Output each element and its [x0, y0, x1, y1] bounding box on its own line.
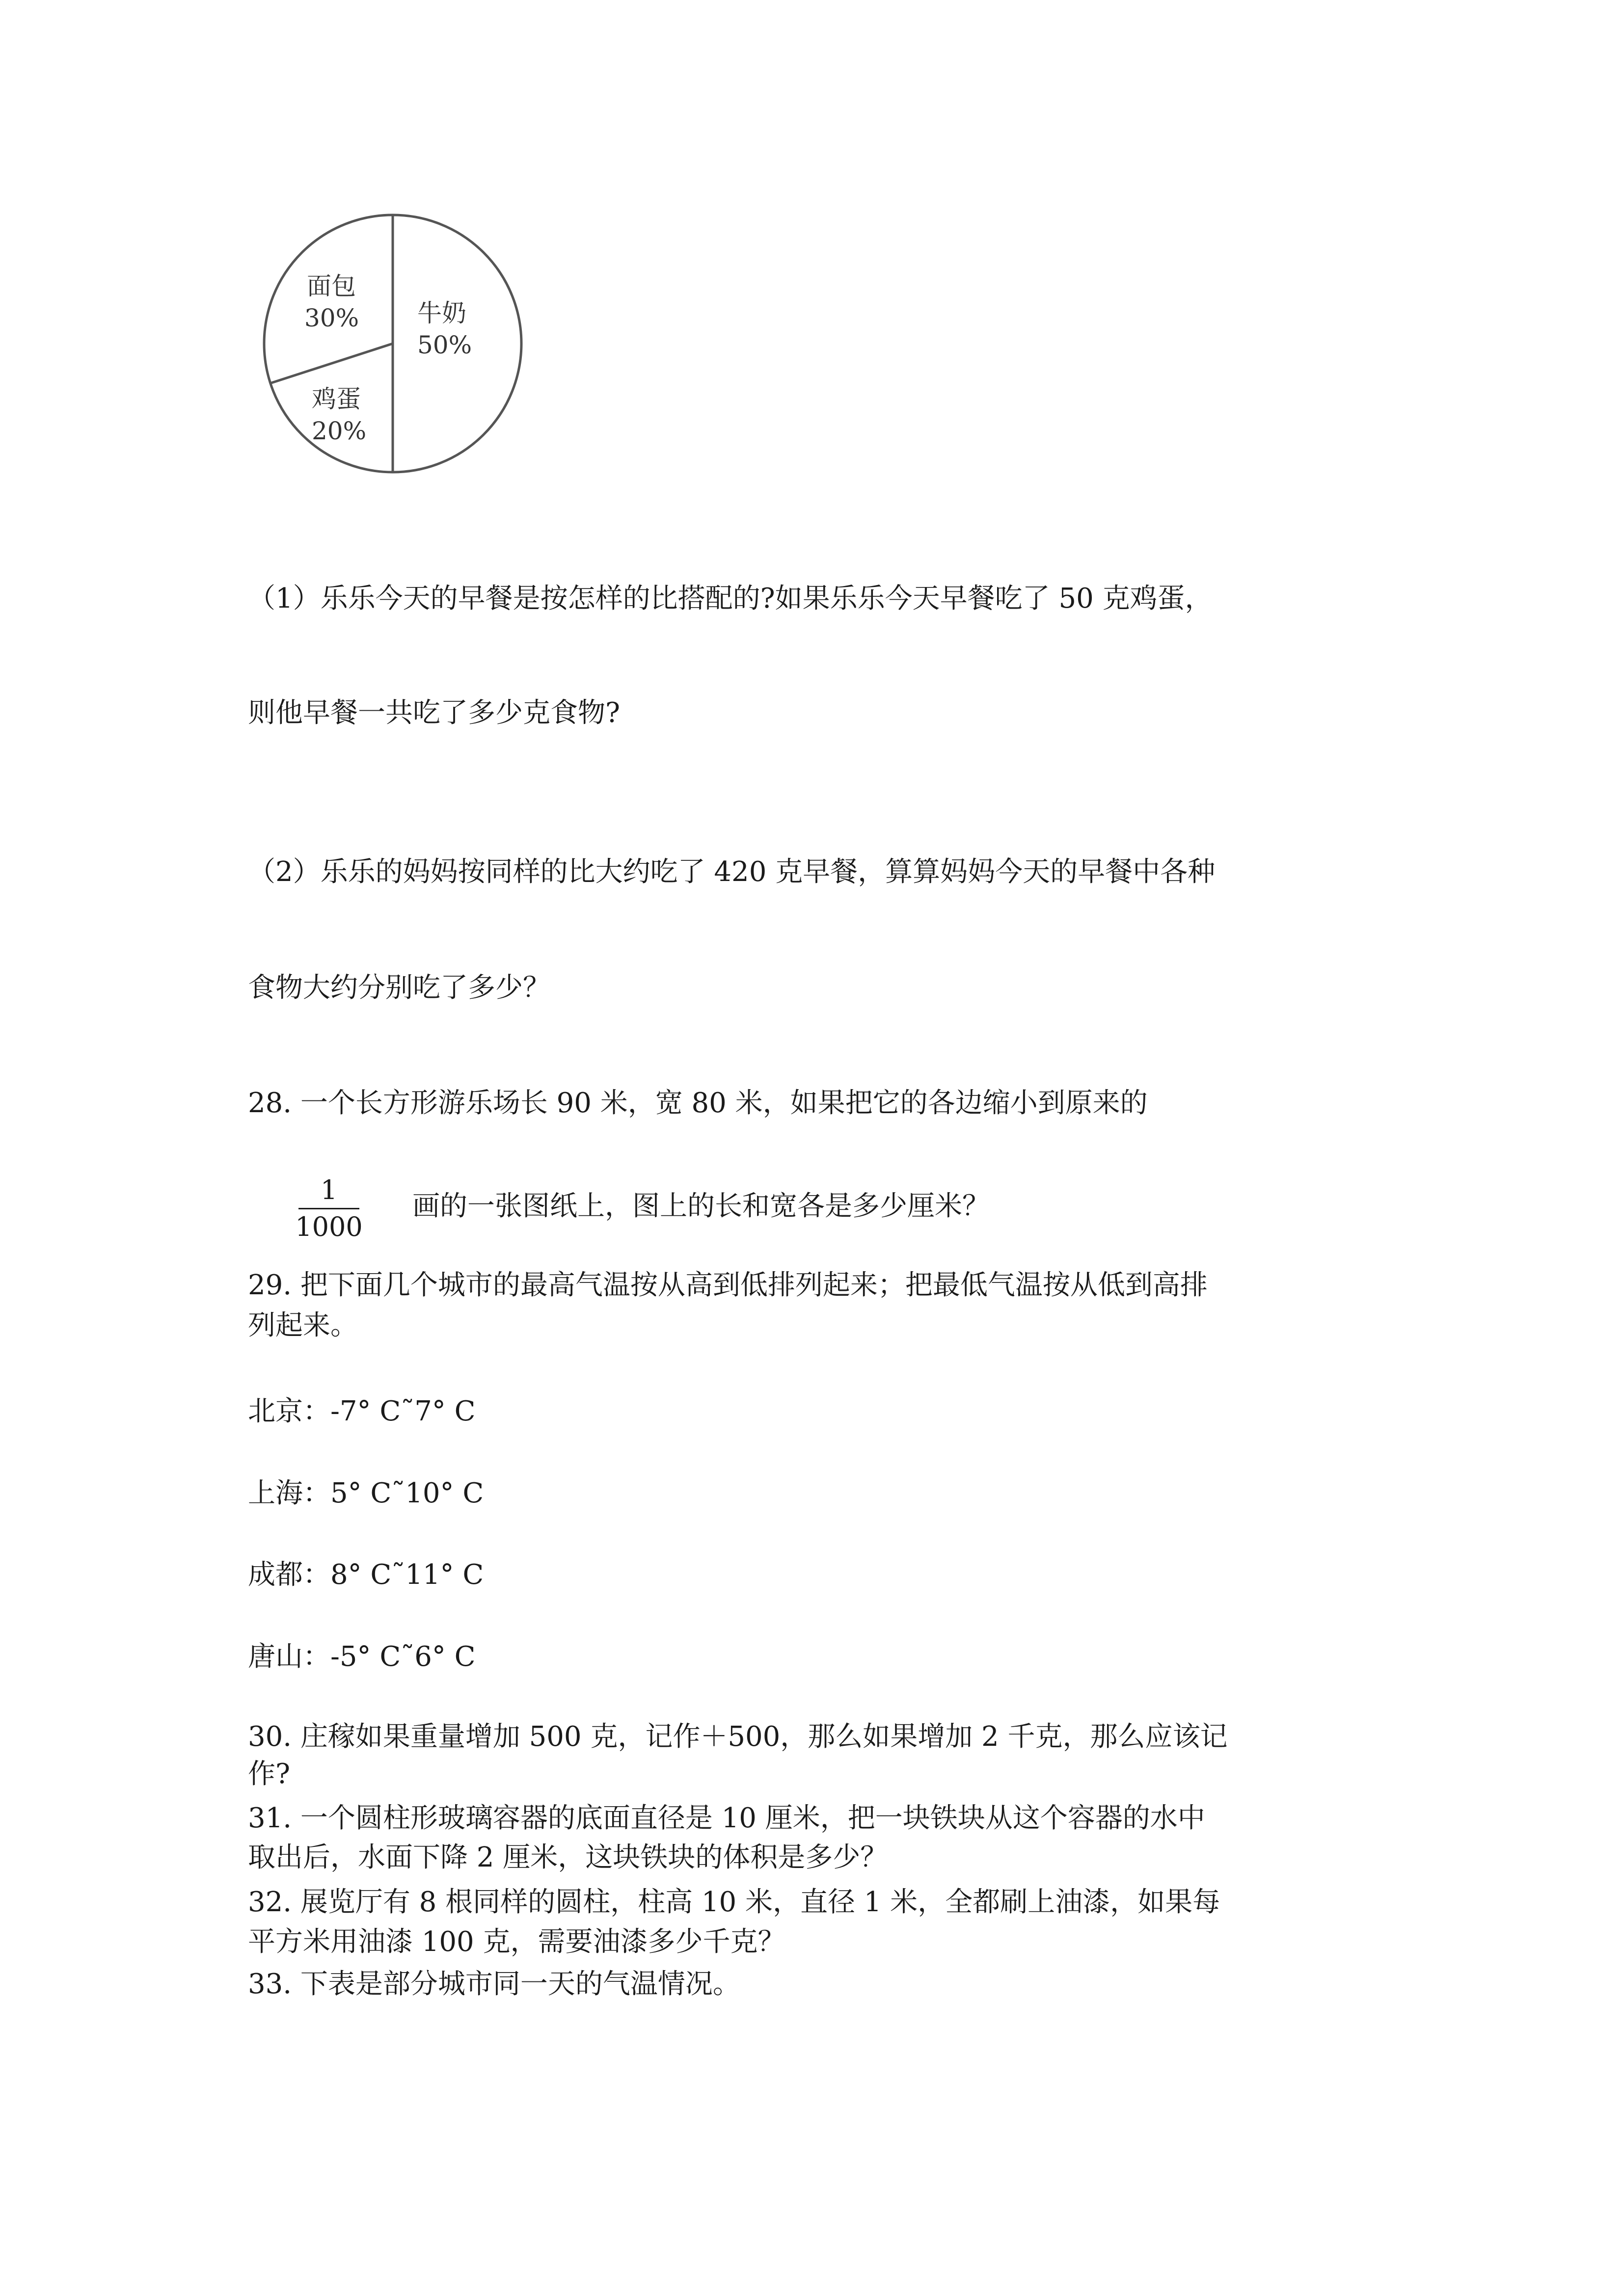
city-temp-chengdu: 成都：8° C˜11° C [248, 1559, 484, 1591]
q31-line1: 31. 一个圆柱形玻璃容器的底面直径是 10 厘米，把一块铁块从这个容器的水中 [248, 1802, 1205, 1834]
fraction-bar [298, 1208, 359, 1209]
q33-line1: 33. 下表是部分城市同一天的气温情况。 [248, 1968, 740, 2000]
q29-line1: 29. 把下面几个城市的最高气温按从高到低排列起来；把最低气温按从低到高排 [248, 1269, 1208, 1301]
q27-part2-line1: （2）乐乐的妈妈按同样的比大约吃了 420 克早餐，算算妈妈今天的早餐中各种 [248, 856, 1216, 888]
fraction-numerator: 1 [320, 1175, 338, 1205]
city-temp-beijing: 北京：-7° C˜7° C [248, 1395, 476, 1427]
q27-part1-line2: 则他早餐一共吃了多少克食物? [248, 697, 621, 729]
q32-line1: 32. 展览厅有 8 根同样的圆柱，柱高 10 米，直径 1 米，全都刷上油漆，如果每 [248, 1886, 1220, 1918]
pie-slice-milk-label: 牛奶 [417, 299, 466, 327]
breakfast-pie-chart [255, 206, 530, 481]
pie-slice-egg-percent: 20% [312, 417, 367, 445]
city-temp-tangshan: 唐山：-5° C˜6° C [248, 1641, 476, 1673]
q28-line2: 画的一张图纸上，图上的长和宽各是多少厘米？ [412, 1190, 990, 1222]
pie-divider-egg-bread [270, 344, 393, 383]
q27-part1-line1: （1）乐乐今天的早餐是按怎样的比搭配的?如果乐乐今天早餐吃了 50 克鸡蛋， [248, 583, 1213, 614]
q30-line2: 作? [248, 1758, 291, 1790]
q28-line1: 28. 一个长方形游乐场长 90 米，宽 80 米，如果把它的各边缩小到原来的 [248, 1087, 1148, 1119]
city-temp-shanghai: 上海：5° C˜10° C [248, 1477, 484, 1509]
pie-slice-milk-percent: 50% [417, 331, 472, 359]
pie-slice-bread-percent: 30% [304, 304, 359, 332]
pie-slice-egg-label: 鸡蛋 [312, 385, 361, 413]
q29-line2: 列起来。 [248, 1309, 358, 1341]
q32-line2: 平方米用油漆 100 克，需要油漆多少千克？ [248, 1926, 785, 1958]
q30-line1: 30. 庄稼如果重量增加 500 克，记作＋500，那么如果增加 2 千克，那么应该记 [248, 1721, 1228, 1753]
q28-fraction [290, 1175, 368, 1242]
fraction-denominator: 1000 [295, 1211, 363, 1242]
q27-part2-line2: 食物大约分别吃了多少？ [248, 972, 550, 1004]
q31-line2: 取出后，水面下降 2 厘米，这块铁块的体积是多少？ [248, 1842, 888, 1873]
pie-slice-bread-label: 面包 [307, 272, 356, 300]
